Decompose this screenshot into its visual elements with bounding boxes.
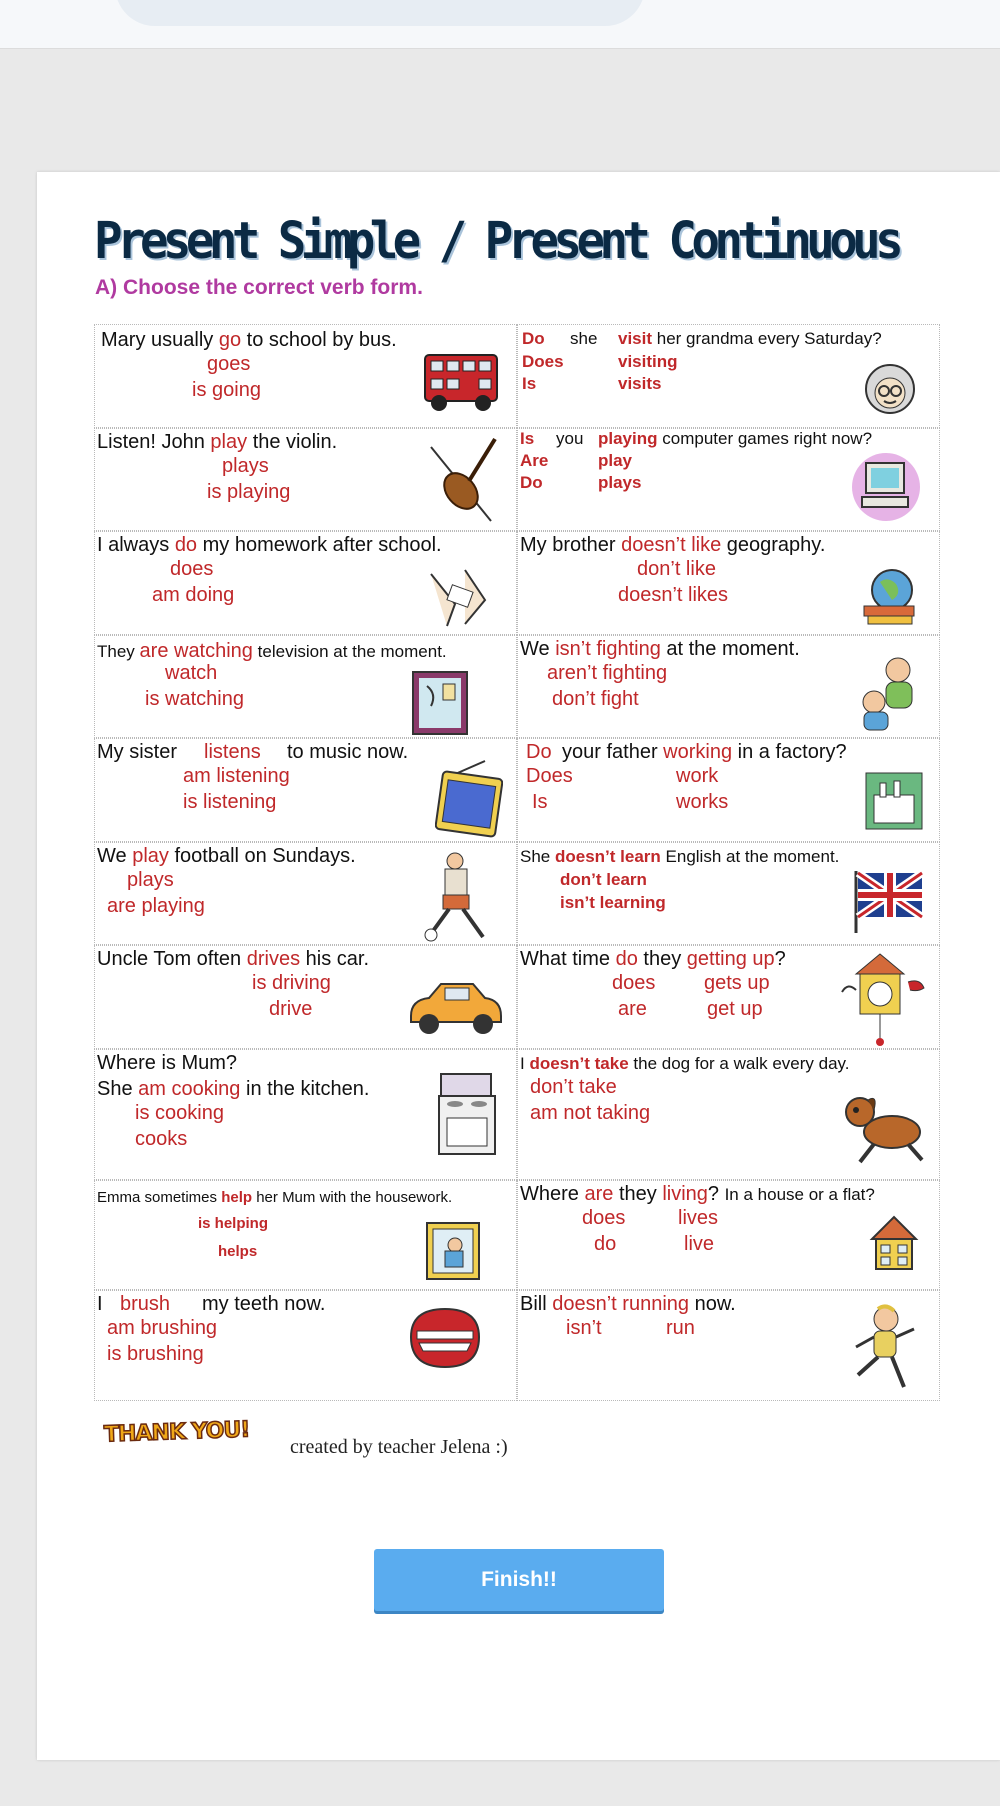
verb-choice[interactable]: play — [210, 431, 248, 453]
verb-choice[interactable]: drives — [246, 948, 301, 970]
sentence-text: My brother doesn’t like geography. — [520, 534, 826, 556]
verb-choice[interactable]: brush — [120, 1293, 171, 1315]
verb-option[interactable]: don’t take — [530, 1076, 617, 1098]
verb-option[interactable]: is going — [192, 379, 261, 401]
dog-icon — [838, 1090, 928, 1166]
exercise-cell — [94, 531, 517, 635]
factory-icon — [864, 771, 924, 831]
verb-option[interactable]: is playing — [207, 481, 291, 503]
sentence-text: Emma sometimes help her Mum with the housework. — [97, 1189, 453, 1206]
aux-option[interactable]: are — [618, 998, 647, 1020]
aux-option[interactable]: Is — [520, 429, 535, 448]
verb-choice[interactable]: help — [221, 1189, 253, 1206]
exercise-cell — [94, 738, 517, 842]
verb-choice[interactable]: are watching — [139, 640, 253, 662]
aux-option[interactable]: Do — [520, 473, 543, 492]
verb-option[interactable]: don’t learn — [560, 870, 647, 889]
subject-text: she — [570, 329, 598, 348]
aux-option[interactable]: Are — [520, 451, 549, 470]
verb-choice[interactable]: go — [218, 329, 242, 351]
verb-choice[interactable]: running — [622, 1293, 690, 1315]
verb-choice[interactable]: doesn’t learn — [554, 847, 661, 866]
browser-top-bar — [0, 0, 1000, 49]
author-credit: created by teacher Jelena :) — [290, 1436, 508, 1458]
sentence-text: We play football on Sundays. — [97, 845, 356, 867]
exercise-cell — [517, 842, 940, 945]
sentence-text: We isn’t fighting at the moment. — [520, 638, 800, 660]
football-player-icon — [421, 851, 495, 943]
verb-choice[interactable]: doesn’t take — [529, 1054, 629, 1073]
sentence-text: Bill doesn’t running now. — [520, 1293, 736, 1315]
verb-option[interactable]: plays — [598, 473, 642, 492]
exercise-cell — [94, 842, 517, 945]
exercise-cell — [517, 324, 940, 428]
radio-icon — [435, 759, 503, 839]
verb-choice[interactable]: visit — [618, 329, 653, 348]
verb-option[interactable]: plays — [222, 455, 269, 477]
verb-option[interactable]: doesn’t likes — [618, 584, 729, 606]
verb-option[interactable]: isn’t learning — [560, 893, 666, 912]
worksheet-title: Present Simple / Present Continuous — [94, 212, 899, 271]
exercise-cell — [517, 428, 940, 531]
sentence-text: They are watching television at the moment. — [97, 640, 447, 662]
exercise-cell — [94, 1180, 517, 1290]
verb-option[interactable]: drive — [269, 998, 313, 1020]
aux-option[interactable]: Do — [526, 741, 552, 763]
verb-choice[interactable]: listens — [204, 741, 261, 763]
verb-choice[interactable]: do — [174, 534, 198, 556]
window-cleaning-icon — [425, 1221, 481, 1281]
aux-option[interactable]: do — [594, 1233, 617, 1255]
verb-choice[interactable]: playing — [598, 429, 658, 448]
car-icon — [407, 976, 503, 1038]
running-boy-icon — [838, 1303, 922, 1393]
verb-option[interactable]: am doing — [152, 584, 235, 606]
verb-option[interactable]: gets up — [704, 972, 770, 994]
exercise-cell — [94, 1290, 517, 1401]
exercise-cell — [517, 738, 940, 842]
aux-option[interactable]: Does — [526, 765, 573, 787]
sentence-text: She am cooking in the kitchen. — [97, 1078, 370, 1100]
sentence-text: Listen! John play the violin. — [97, 431, 338, 453]
bus-icon — [423, 347, 503, 417]
teeth-icon — [407, 1303, 483, 1373]
verb-option[interactable]: work — [676, 765, 719, 787]
hands-icon — [425, 564, 491, 630]
verb-option[interactable]: works — [676, 791, 729, 813]
sentence-text: visit her grandma every Saturday? — [618, 329, 882, 348]
sentence-text: Uncle Tom often drives his car. — [97, 948, 369, 970]
thank-you-logo: THANK YOU! — [103, 1417, 250, 1448]
computer-icon — [848, 451, 924, 523]
verb-option[interactable]: visiting — [618, 352, 678, 371]
subject-text: you — [556, 429, 584, 448]
verb-option[interactable]: goes — [207, 353, 251, 375]
verb-option[interactable]: don’t like — [637, 558, 716, 580]
exercise-cell — [517, 945, 940, 1049]
verb-option[interactable]: lives — [678, 1207, 719, 1229]
sentence-text: your father working in a factory? — [562, 741, 847, 763]
sentence-text: I always do my homework after school. — [97, 534, 442, 556]
instruction-text: A) Choose the correct verb form. — [95, 276, 423, 299]
verb-option[interactable]: cooks — [135, 1128, 188, 1150]
verb-option[interactable]: is helping — [198, 1215, 269, 1232]
grandma-icon — [858, 355, 922, 423]
sentence-text: to music now. — [287, 741, 409, 763]
exercise-cell — [517, 635, 940, 738]
exercise-cell — [517, 1049, 940, 1180]
verb-option[interactable]: aren’t fighting — [547, 662, 668, 684]
aux-option[interactable]: does — [582, 1207, 626, 1229]
sentence-text: playing computer games right now? — [598, 429, 873, 448]
verb-option[interactable]: visits — [618, 374, 662, 393]
verb-option[interactable]: watch — [165, 662, 218, 684]
aux-option[interactable]: Is — [532, 791, 548, 813]
verb-choice[interactable]: doesn’t — [552, 1293, 617, 1315]
aux-option[interactable]: does — [612, 972, 656, 994]
aux-option[interactable]: Do — [522, 329, 545, 348]
aux-option[interactable]: isn’t — [566, 1317, 602, 1339]
verb-choice[interactable]: are — [584, 1183, 614, 1205]
cuckoo-clock-icon — [838, 952, 928, 1048]
verb-choice[interactable]: doesn’t like — [621, 534, 722, 556]
exercise-cell — [94, 635, 517, 738]
verb-choice[interactable]: isn’t fighting — [555, 638, 661, 660]
sentence-text: Mary usually go to school by bus. — [101, 329, 397, 351]
verb-choice[interactable]: am cooking — [138, 1078, 241, 1100]
verb-option[interactable]: is listening — [183, 791, 277, 813]
globe-books-icon — [858, 564, 922, 628]
aux-option[interactable]: Does — [522, 352, 564, 371]
finish-button[interactable]: Finish!! — [374, 1549, 664, 1611]
verb-option[interactable]: am listening — [183, 765, 290, 787]
sentence-text: My sister — [97, 741, 177, 763]
verb-option[interactable]: is driving — [252, 972, 331, 994]
verb-option[interactable]: does — [170, 558, 214, 580]
verb-choice[interactable]: living — [662, 1183, 708, 1205]
sentence-text: I — [97, 1293, 103, 1315]
sentence-text: What time do they getting up? — [520, 948, 786, 970]
exercise-cell — [517, 1290, 940, 1401]
verb-option[interactable]: live — [684, 1233, 715, 1255]
worksheet-page — [37, 172, 1000, 1760]
stove-icon — [435, 1070, 501, 1160]
kids-fighting-icon — [858, 654, 928, 734]
sentence-text: I doesn’t take the dog for a walk every day. — [520, 1054, 850, 1073]
address-bar[interactable] — [115, 0, 645, 26]
verb-option[interactable]: is brushing — [107, 1343, 204, 1365]
exercise-cell — [94, 945, 517, 1049]
house-icon — [868, 1211, 920, 1273]
verb-option[interactable]: run — [666, 1317, 695, 1339]
verb-option[interactable]: is cooking — [135, 1102, 224, 1124]
exercise-cell — [517, 531, 940, 635]
verb-choice[interactable]: working — [663, 741, 733, 763]
violin-icon — [425, 433, 505, 525]
verb-option[interactable]: am not taking — [530, 1102, 651, 1124]
sentence-text: She doesn’t learn English at the moment. — [520, 847, 840, 866]
verb-option[interactable]: play — [598, 451, 633, 470]
verb-option[interactable]: am brushing — [107, 1317, 218, 1339]
aux-option[interactable]: Is — [522, 374, 537, 393]
verb-option[interactable]: don’t fight — [552, 688, 639, 710]
exercise-cell — [94, 324, 517, 428]
exercise-cell — [94, 428, 517, 531]
verb-choice[interactable]: play — [132, 845, 169, 867]
sentence-text: my teeth now. — [202, 1293, 326, 1315]
verb-option[interactable]: are playing — [107, 895, 205, 917]
sentence-text: Where are they living? In a house or a flat? — [520, 1183, 875, 1205]
verb-option[interactable]: get up — [707, 998, 763, 1020]
verb-choice[interactable]: getting up — [686, 948, 775, 970]
uk-flag-icon — [852, 869, 924, 935]
sentence-text: Where is Mum? — [97, 1052, 238, 1074]
exercise-cell — [517, 1180, 940, 1290]
tv-icon — [411, 670, 469, 736]
verb-option[interactable]: plays — [127, 869, 174, 891]
verb-choice[interactable]: do — [615, 948, 638, 970]
verb-option[interactable]: is watching — [145, 688, 244, 710]
exercise-cell — [94, 1049, 517, 1180]
verb-option[interactable]: helps — [218, 1243, 258, 1260]
exercise-grid — [94, 324, 940, 1401]
